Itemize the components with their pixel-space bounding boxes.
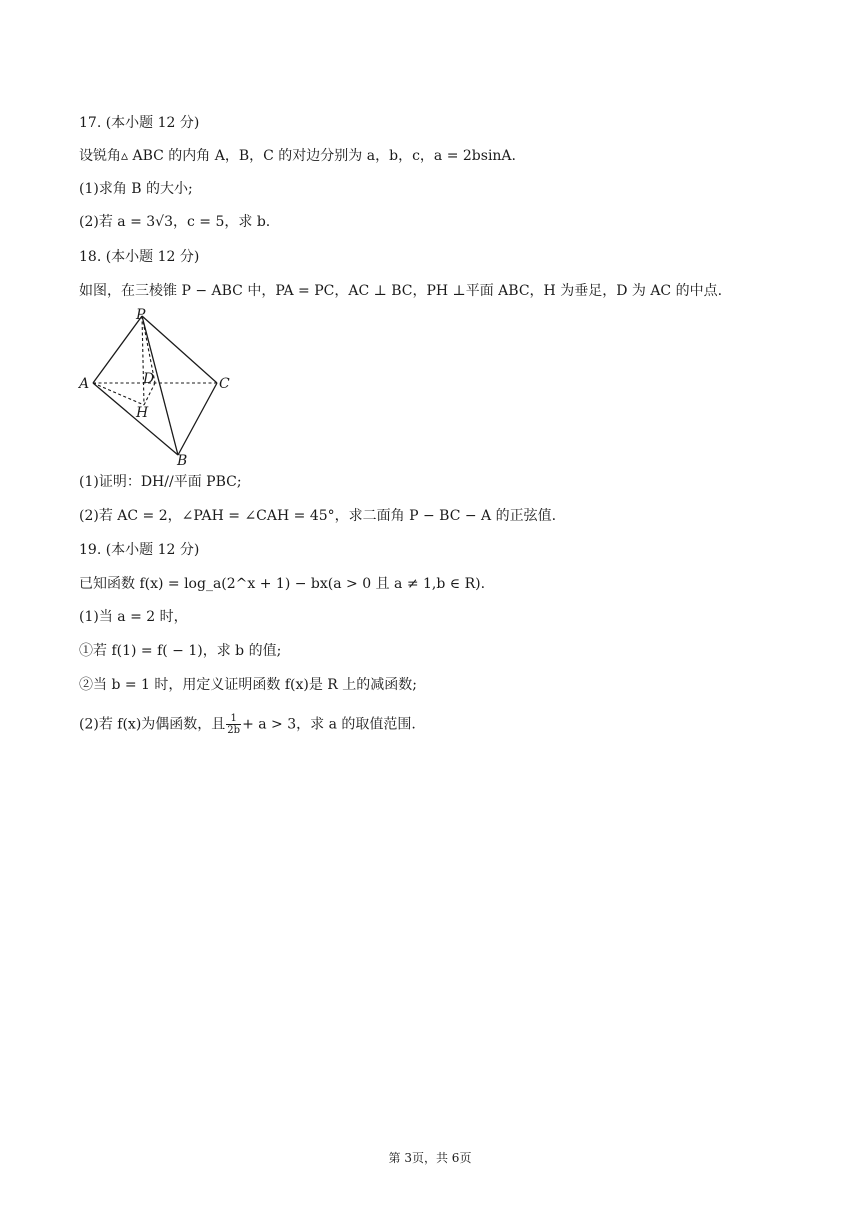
edge-bc bbox=[178, 383, 217, 455]
q19-heading: 19. (本小题 12 分) bbox=[79, 542, 200, 558]
q17-part1: (1)求角 B 的大小; bbox=[79, 181, 193, 197]
q19-part2-text-before: (2)若 f(x)为偶函数，且 bbox=[79, 716, 226, 733]
label-p: P bbox=[136, 307, 146, 323]
label-h: H bbox=[136, 405, 149, 421]
q19-part1-sub1: ①若 f(1) = f( − 1)，求 b 的值; bbox=[79, 643, 282, 659]
q18-part1: (1)证明：DH//平面 PBC; bbox=[79, 474, 242, 490]
segment-ah-hidden bbox=[93, 383, 144, 405]
label-b: B bbox=[177, 453, 188, 467]
label-d: D bbox=[143, 371, 155, 387]
q19-stem: 已知函数 f(x) = log_a(2^x + 1) − bx(a > 0 且 a ≠ 1,b ∈ R). bbox=[79, 576, 486, 592]
q18-stem: 如图，在三棱锥 P − ABC 中，PA = PC，AC ⊥ BC，PH ⊥平面 ABC，H 为垂足，D 为 AC 的中点. bbox=[79, 283, 723, 299]
segment-ph-hidden bbox=[142, 316, 144, 405]
q17-heading: 17. (本小题 12 分) bbox=[79, 115, 200, 131]
pyramid-figure bbox=[76, 305, 236, 467]
q17-stem: 设锐角▵ ABC 的内角 A，B，C 的对边分别为 a，b，c，a = 2bsinA. bbox=[79, 148, 516, 164]
fraction-numerator: 1 bbox=[226, 713, 241, 725]
q18-heading: 18. (本小题 12 分) bbox=[79, 249, 200, 265]
q19-part1: (1)当 a = 2 时， bbox=[79, 609, 188, 625]
fraction-denominator: 2b bbox=[227, 725, 241, 736]
q19-part2-text-after: + a > 3，求 a 的取值范围. bbox=[242, 716, 416, 733]
q19-part1-sub2: ②当 b = 1 时，用定义证明函数 f(x)是 R 上的减函数; bbox=[79, 677, 418, 693]
q18-part2: (2)若 AC = 2，∠PAH = ∠CAH = 45°，求二面角 P − BC − A 的正弦值. bbox=[79, 508, 557, 524]
label-a: A bbox=[79, 376, 90, 392]
q17-part2: (2)若 a = 3√3，c = 5，求 b. bbox=[79, 214, 271, 230]
q19-part2 bbox=[79, 713, 416, 736]
label-c: C bbox=[219, 376, 230, 392]
fraction-1-over-2b bbox=[226, 713, 241, 736]
page-footer: 第 3页，共 6页 bbox=[388, 1151, 472, 1165]
edge-pa bbox=[93, 316, 142, 383]
